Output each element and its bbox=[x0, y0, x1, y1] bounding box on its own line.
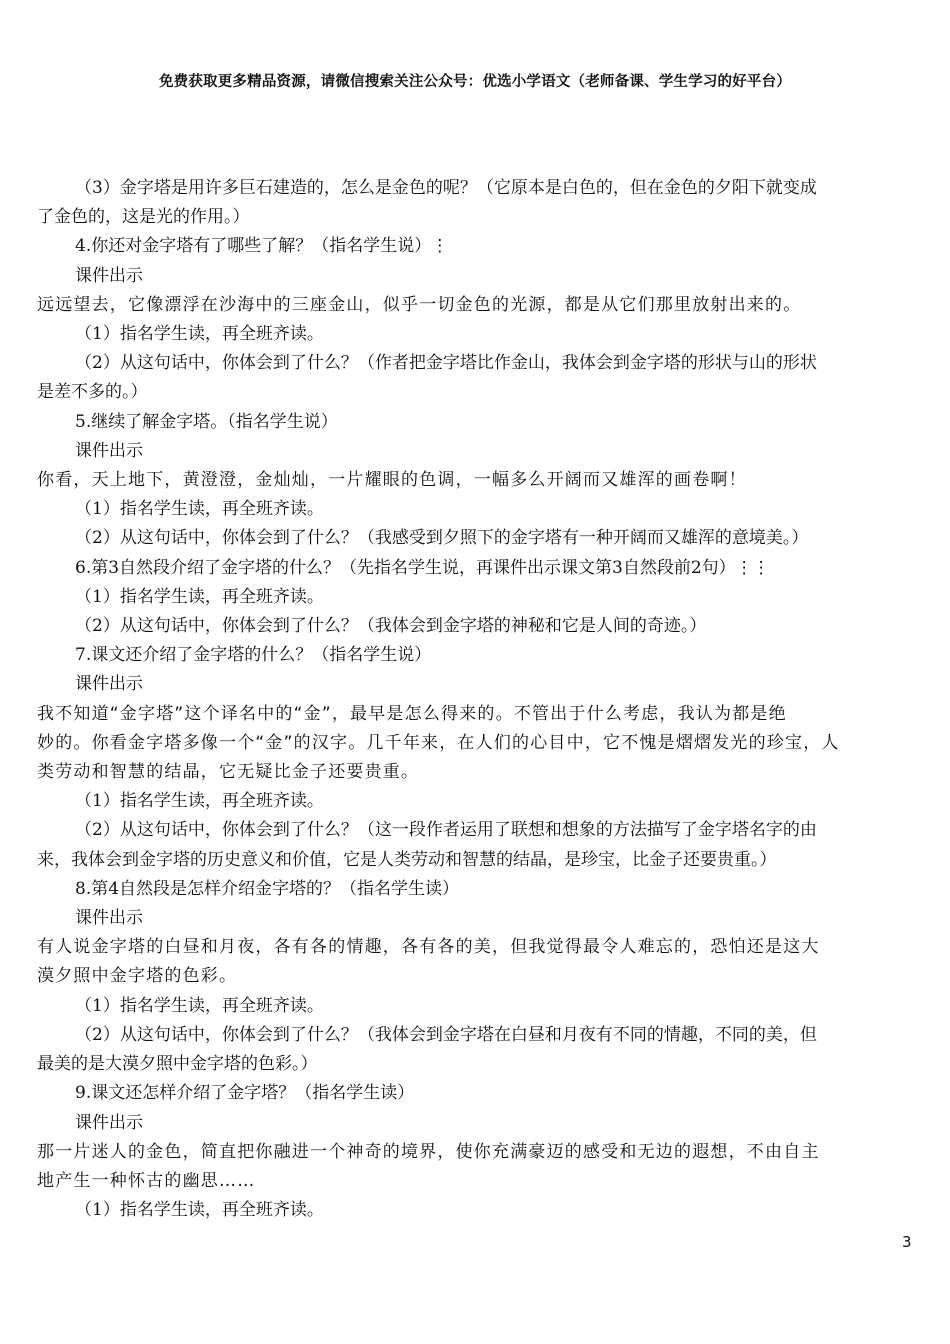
text-line: （1）指名学生读，再全班齐读。 bbox=[75, 499, 324, 520]
text-line: 那一片迷人的金色，简直把你融进一个神奇的境界，使你充满豪迈的感受和无边的遐想，不由自主 bbox=[37, 1141, 820, 1162]
text-line: 有人说金字塔的白昼和月夜，各有各的情趣，各有各的美，但我觉得最令人难忘的，恐怕还是这大 bbox=[37, 937, 820, 958]
text-line: 9.课文还怎样介绍了金字塔？（指名学生读） bbox=[75, 1083, 415, 1104]
text-line: 地产生一种怀古的幽思…… bbox=[37, 1170, 256, 1191]
text-line: 来，我体会到金字塔的历史意义和价值，它是人类劳动和智慧的结晶，是珍宝，比金子还要贵重。） bbox=[37, 849, 777, 870]
text-line: 课件出示 bbox=[75, 265, 143, 286]
text-line: （3）金字塔是用许多巨石建造的，怎么是金色的呢？（它原本是白色的，但在金色的夕阳下就变成 bbox=[75, 178, 817, 198]
text-line: （1）指名学生读，再全班齐读。 bbox=[75, 1200, 324, 1221]
text-line: （1）指名学生读，再全班齐读。 bbox=[75, 791, 324, 812]
text-line: 我不知道“金字塔”这个译名中的“金”，最早是怎么得来的。不管出于什么考虑，我认为都是绝 bbox=[37, 703, 787, 724]
text-line: 课件出示 bbox=[75, 674, 143, 695]
page-header-banner: 免费获取更多精品资源，请微信搜索关注公众号：优选小学语文（老师备课、学生学习的好平台） bbox=[158, 74, 792, 90]
text-line: （1）指名学生读，再全班齐读。 bbox=[75, 324, 324, 345]
text-line: （2）从这句话中，你体会到了什么？（我感受到夕照下的金字塔有一种开阔而又雄浑的意境美。） bbox=[75, 528, 809, 549]
text-line: 妙的。你看金字塔多像一个“金”的汉字。几千年来，在人们的心目中，它不愧是熠熠发光的珍宝，人 bbox=[37, 732, 840, 753]
text-line: （2）从这句话中，你体会到了什么？（我体会到金字塔的神秘和它是人间的奇迹。） bbox=[75, 616, 707, 637]
text-line: 你看，天上地下，黄澄澄，金灿灿，一片耀眼的色调，一幅多么开阔而又雄浑的画卷啊！ bbox=[37, 470, 747, 491]
text-line: 漠夕照中金字塔的色彩。 bbox=[37, 966, 238, 987]
text-line: 了金色的，这是光的作用。） bbox=[37, 207, 250, 228]
text-line: 5.继续了解金字塔。（指名学生说） bbox=[75, 411, 338, 432]
page-number: 3 bbox=[902, 1233, 912, 1251]
text-line: （2）从这句话中，你体会到了什么？（这一段作者运用了联想和想象的方法描写了金字塔名字的由 bbox=[75, 820, 817, 841]
text-line: （2）从这句话中，你体会到了什么？（我体会到金字塔在白昼和月夜有不同的情趣，不同的美，但 bbox=[75, 1024, 817, 1045]
text-line: 最美的是大漠夕照中金字塔的色彩。） bbox=[37, 1054, 318, 1075]
text-line: 类劳动和智慧的结晶，它无疑比金子还要贵重。 bbox=[37, 762, 420, 783]
text-line: 课件出示 bbox=[75, 1112, 143, 1133]
text-line: 6.第3自然段介绍了金字塔的什么？（先指名学生说，再课件出示课文第3自然段前2句）⋮⋮ bbox=[75, 557, 770, 578]
text-line: 课件出示 bbox=[75, 440, 143, 461]
text-line: （1）指名学生读，再全班齐读。 bbox=[75, 586, 324, 607]
text-line: 4.你还对金字塔有了哪些了解？（指名学生说）⋮ bbox=[75, 236, 449, 257]
text-line: （2）从这句话中，你体会到了什么？（作者把金字塔比作金山，我体会到金字塔的形状与山的形状 bbox=[75, 353, 817, 374]
text-line: 7.课文还介绍了金字塔的什么？（指名学生说） bbox=[75, 645, 432, 666]
text-line: 8.第4自然段是怎样介绍金字塔的？（指名学生读） bbox=[75, 878, 460, 899]
text-line: 课件出示 bbox=[75, 908, 143, 929]
text-line: 是差不多的。） bbox=[37, 382, 148, 403]
document-body bbox=[37, 174, 911, 1225]
text-line: 远远望去，它像漂浮在沙海中的三座金山，似乎一切金色的光源，都是从它们那里放射出来的。 bbox=[37, 294, 802, 315]
text-line: （1）指名学生读，再全班齐读。 bbox=[75, 995, 324, 1016]
